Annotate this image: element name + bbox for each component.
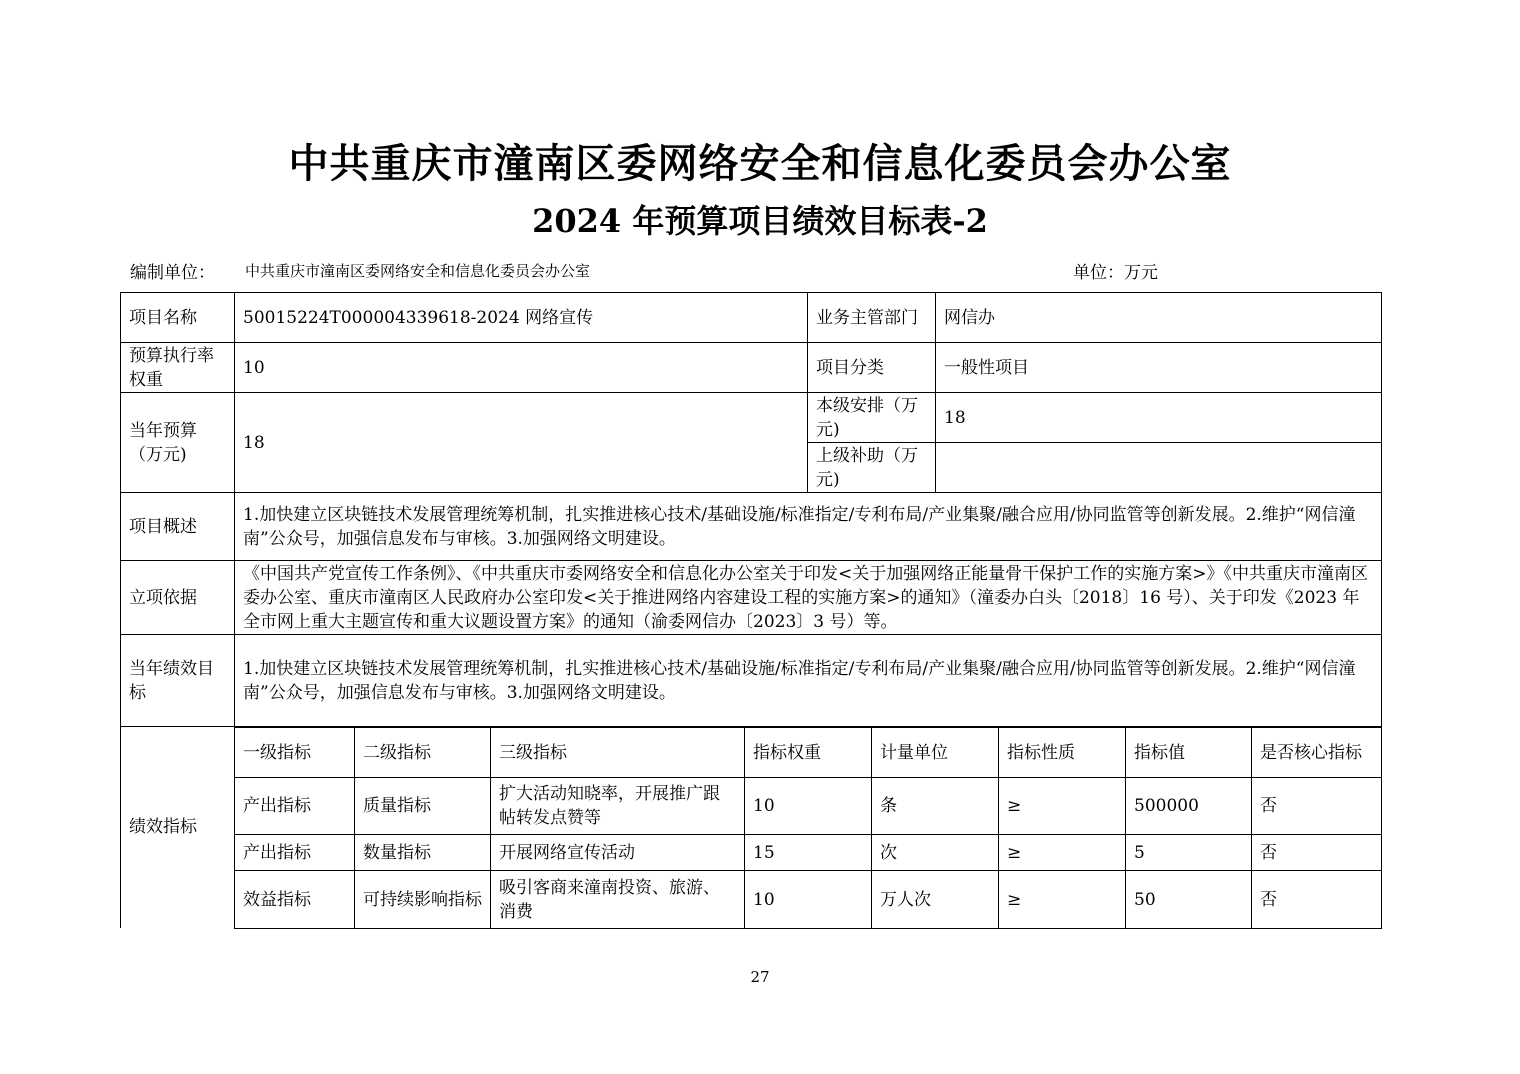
indicator-level1: 效益指标 <box>235 871 355 929</box>
org-value: 中共重庆市潼南区委网络安全和信息化委员会办公室 <box>245 262 591 280</box>
header-nature: 指标性质 <box>999 728 1126 778</box>
header-level2: 二级指标 <box>355 728 491 778</box>
goal-label: 当年绩效目标 <box>121 635 235 727</box>
header-level1: 一级指标 <box>235 728 355 778</box>
indicator-weight: 15 <box>745 835 872 871</box>
header-core: 是否核心指标 <box>1252 728 1382 778</box>
indicators-table <box>234 727 1382 929</box>
table-row <box>121 561 1382 635</box>
overview-value: 1.加快建立区块链技术发展管理统筹机制，扎实推进核心技术/基础设施/标准指定/专利布局/产业集聚/融合应用/协同监管等创新发展。2.维护“网信潼南”公众号，加强信息发布与审核。3.加强网络文明建设。 <box>235 493 1382 561</box>
table-row <box>121 635 1382 727</box>
indicator-level1: 产出指标 <box>235 835 355 871</box>
indicator-nature: ≥ <box>999 871 1126 929</box>
upper-label: 上级补助（万元) <box>808 443 936 493</box>
indicator-core: 否 <box>1252 835 1382 871</box>
table-row <box>121 293 1382 343</box>
indicator-unit: 条 <box>872 778 999 835</box>
goal-value: 1.加快建立区块链技术发展管理统筹机制，扎实推进核心技术/基础设施/标准指定/专利布局/产业集聚/融合应用/协同监管等创新发展。2.维护“网信潼南”公众号，加强信息发布与审核。3.加强网络文明建设。 <box>235 635 1382 727</box>
overview-label: 项目概述 <box>121 493 235 561</box>
indicator-level2: 可持续影响指标 <box>355 871 491 929</box>
table-row <box>235 835 1382 871</box>
indicator-value: 50 <box>1126 871 1252 929</box>
indicator-unit: 次 <box>872 835 999 871</box>
indicator-core: 否 <box>1252 871 1382 929</box>
exec-rate-value: 10 <box>235 343 808 393</box>
indicator-value: 500000 <box>1126 778 1252 835</box>
local-value: 18 <box>936 393 1382 443</box>
dept-value: 网信办 <box>936 293 1382 343</box>
indicators-label: 绩效指标 <box>121 727 235 928</box>
header-unit: 计量单位 <box>872 728 999 778</box>
indicator-level3: 扩大活动知晓率，开展推广跟帖转发点赞等 <box>491 778 745 835</box>
indicator-level2: 数量指标 <box>355 835 491 871</box>
org-label: 编制单位： <box>130 263 215 283</box>
table-row <box>121 493 1382 561</box>
indicator-level1: 产出指标 <box>235 778 355 835</box>
header-weight: 指标权重 <box>745 728 872 778</box>
document-title: 中共重庆市潼南区委网络安全和信息化委员会办公室 <box>288 140 1232 187</box>
upper-value <box>936 443 1382 493</box>
basis-label: 立项依据 <box>121 561 235 635</box>
table-row <box>235 778 1382 835</box>
indicator-unit: 万人次 <box>872 871 999 929</box>
indicator-weight: 10 <box>745 871 872 929</box>
dept-label: 业务主管部门 <box>808 293 936 343</box>
budget-value: 18 <box>235 393 808 493</box>
unit-label: 单位：万元 <box>1073 263 1158 283</box>
header-value: 指标值 <box>1126 728 1252 778</box>
table-row <box>121 393 1382 443</box>
indicator-value: 5 <box>1126 835 1252 871</box>
indicator-header-row <box>235 728 1382 778</box>
indicator-nature: ≥ <box>999 835 1126 871</box>
indicator-level3: 吸引客商来潼南投资、旅游、消费 <box>491 871 745 929</box>
exec-rate-label: 预算执行率权重 <box>121 343 235 393</box>
indicator-weight: 10 <box>745 778 872 835</box>
project-name-label: 项目名称 <box>121 293 235 343</box>
indicator-level2: 质量指标 <box>355 778 491 835</box>
indicator-core: 否 <box>1252 778 1382 835</box>
document-subtitle: 2024 年预算项目绩效目标表-2 <box>532 202 988 240</box>
project-name-value: 50015224T000004339618-2024 网络宣传 <box>235 293 808 343</box>
budget-label: 当年预算（万元) <box>121 393 235 493</box>
local-label: 本级安排（万元) <box>808 393 936 443</box>
basis-value: 《中国共产党宣传工作条例》、《中共重庆市委网络安全和信息化办公室关于印发<关于加强网络正能量骨干保护工作的实施方案>》《中共重庆市潼南区委办公室、重庆市潼南区人民政府办公室印发<关于推进网络内容建设工程的实施方案>的通知》（潼委办白头〔2018〕16 号）、关于印发《2023 年全市网上重大主题宣传和重大议题设置方案》的通知（渝委网信办〔2023〕3 号）等。 <box>235 561 1382 635</box>
category-label: 项目分类 <box>808 343 936 393</box>
category-value: 一般性项目 <box>936 343 1382 393</box>
header-level3: 三级指标 <box>491 728 745 778</box>
page-number: 27 <box>750 968 770 986</box>
table-row <box>235 871 1382 929</box>
indicator-nature: ≥ <box>999 778 1126 835</box>
table-row <box>121 343 1382 393</box>
indicator-level3: 开展网络宣传活动 <box>491 835 745 871</box>
